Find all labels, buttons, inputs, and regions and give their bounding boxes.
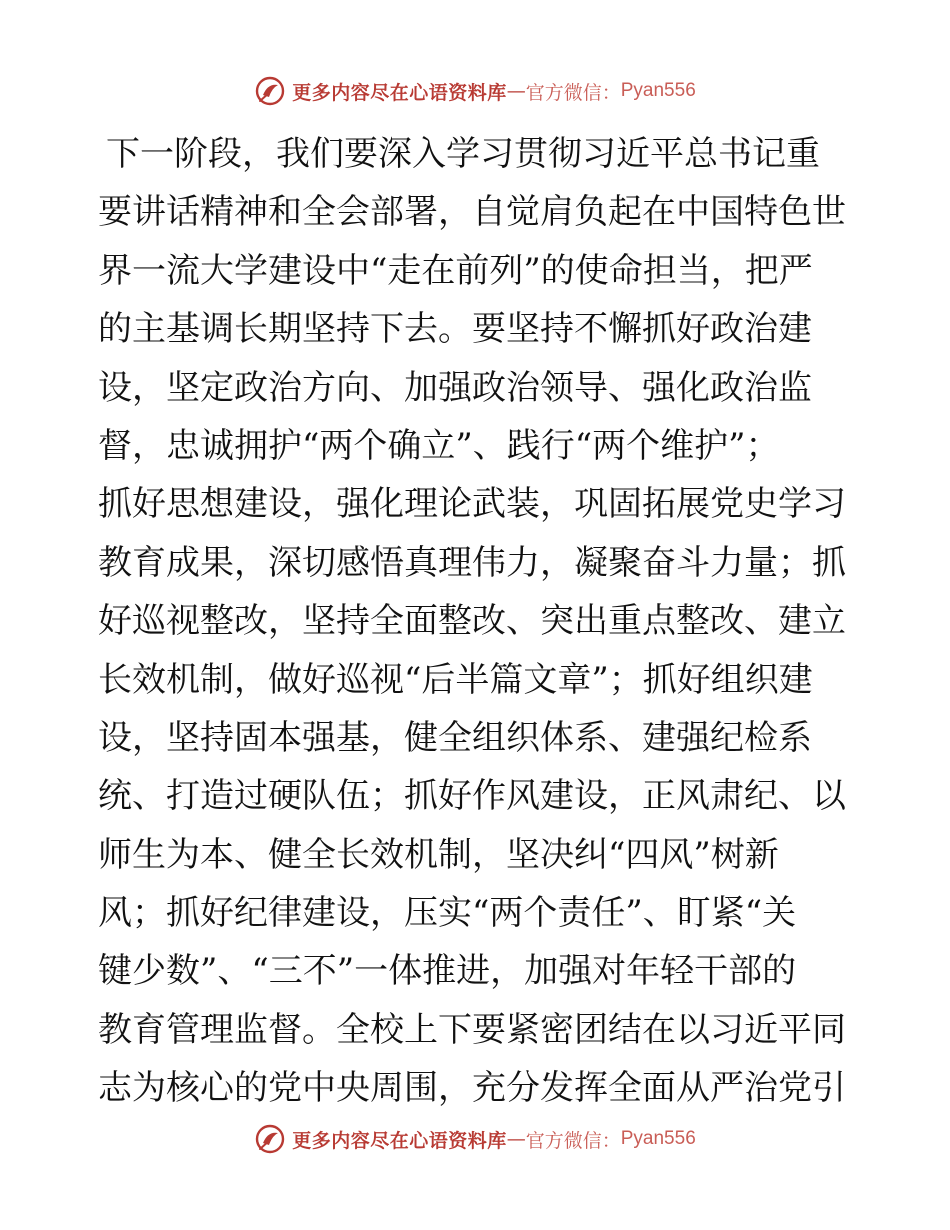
watermark-wechat-id: Pyan556 bbox=[620, 1128, 696, 1149]
body-line: 设，坚定政治方向、加强政治领导、强化政治监 bbox=[98, 367, 812, 408]
body-line: 抓好思想建设，强化理论武装，巩固拓展党史学习 bbox=[98, 484, 846, 525]
header-watermark bbox=[0, 71, 950, 111]
brand-logo-icon bbox=[254, 75, 286, 107]
brand-logo-icon bbox=[254, 1123, 286, 1155]
body-line: 长效机制，做好巡视“后半篇文章”；抓好组织建 bbox=[98, 659, 813, 700]
body-line: 界一流大学建设中“走在前列”的使命担当，把严 bbox=[98, 250, 813, 291]
body-line: 要讲话精神和全会部署，自觉肩负起在中国特色世 bbox=[98, 192, 846, 233]
body-line: 教育管理监督。全校上下要紧密团结在以习近平同 bbox=[98, 1009, 846, 1050]
body-line: 设，坚持固本强基，健全组织体系、建强纪检系 bbox=[98, 717, 812, 758]
body-line: 的主基调长期坚持下去。要坚持不懈抓好政治建 bbox=[98, 309, 812, 350]
document-body bbox=[98, 125, 852, 1118]
body-line: 好巡视整改，坚持全面整改、突出重点整改、建立 bbox=[98, 601, 846, 642]
watermark-brand-text: 更多内容尽在心语资料库 bbox=[292, 1129, 507, 1152]
body-line: 志为核心的党中央周围，充分发挥全面从严治党引 bbox=[98, 1068, 846, 1109]
watermark-separator: — bbox=[506, 1128, 526, 1150]
body-line: 键少数”、“三不”一体推进，加强对年轻干部的 bbox=[98, 951, 797, 992]
body-line: 教育成果，深切感悟真理伟力，凝聚奋斗力量；抓 bbox=[98, 542, 846, 583]
watermark-wechat-id: Pyan556 bbox=[620, 80, 696, 101]
watermark-separator: — bbox=[506, 80, 526, 102]
body-line: 风；抓好纪律建设，压实“两个责任”、盯紧“关 bbox=[98, 893, 797, 934]
body-line: 统、打造过硬队伍；抓好作风建设，正风肃纪、以 bbox=[98, 776, 846, 817]
footer-watermark bbox=[0, 1119, 950, 1159]
body-line: 督，忠诚拥护“两个确立”、践行“两个维护”； bbox=[98, 425, 780, 466]
watermark-brand-text: 更多内容尽在心语资料库 bbox=[292, 81, 507, 104]
body-line: 下一阶段，我们要深入学习贯彻习近平总书记重 bbox=[106, 134, 820, 174]
watermark-official-label: 官方微信： bbox=[525, 1129, 621, 1152]
watermark-official-label: 官方微信： bbox=[525, 81, 621, 104]
body-line: 师生为本、健全长效机制，坚决纠“四风”树新 bbox=[98, 834, 779, 875]
